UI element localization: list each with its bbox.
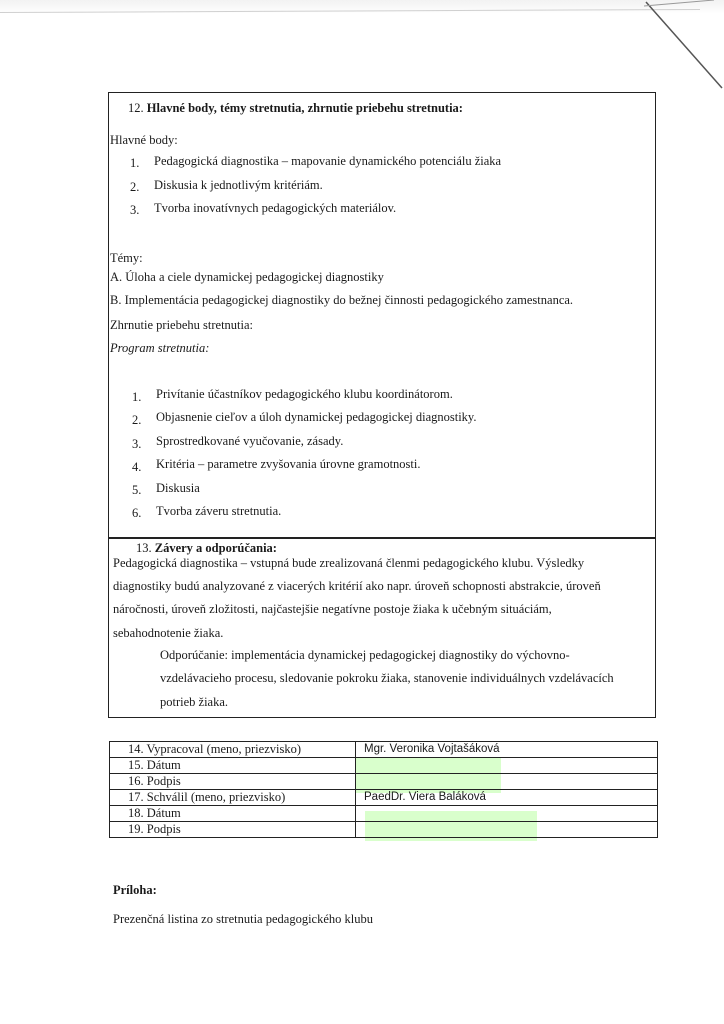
list-item: 2. [130, 180, 140, 194]
list-item: 1. [132, 390, 142, 404]
conclusion-line: náročnosti, úroveň zložitosti, najčastejšie negatívne postoje žiaka k učebným situáciám, [113, 602, 552, 616]
table-cell-label: 15. Dátum [110, 758, 356, 774]
list-item: 4. [132, 460, 142, 474]
list-item: 3. [132, 437, 142, 451]
table-cell-value [356, 774, 658, 790]
list-item-text: Diskusia k jednotlivým kritériám. [154, 178, 323, 192]
attachment-text: Prezenčná listina zo stretnutia pedagogického klubu [113, 912, 373, 926]
table-cell-label: 17. Schválil (meno, priezvisko) [110, 790, 356, 806]
list-item: 2. [132, 413, 142, 427]
section-12-heading: 12. Hlavné body, témy stretnutia, zhrnutie priebehu stretnutia: [128, 101, 463, 115]
theme-item: B. Implementácia pedagogickej diagnostiky do bežnej činnosti pedagogického zamestnanca. [110, 293, 574, 307]
list-item-text: Tvorba inovatívnych pedagogických materiálov. [154, 201, 397, 215]
attachment-label: Príloha: [113, 883, 157, 897]
list-item: 6. [132, 506, 142, 520]
section-13-heading: 13. Závery a odporúčania: [136, 541, 277, 555]
list-item: 3. [130, 203, 140, 217]
conclusion-line: Pedagogická diagnostika – vstupná bude zrealizovaná členmi pedagogického klubu. Výsledky [113, 556, 585, 570]
list-item-text: Privítanie účastníkov pedagogického klubu koordinátorom. [156, 387, 453, 401]
table-cell-label: 19. Podpis [110, 822, 356, 838]
list-item-text: Kritéria – parametre zvyšovania úrovne gramotnosti. [156, 457, 421, 471]
signature-table [109, 741, 658, 838]
table-cell-value [356, 758, 658, 774]
list-item: 5. [132, 483, 142, 497]
table-cell-value: PaedDr. Viera Baláková [356, 790, 658, 806]
table-row [110, 742, 658, 758]
list-item-text: Diskusia [156, 481, 200, 495]
list-item: 1. [130, 156, 140, 170]
table-cell-label: 18. Dátum [110, 806, 356, 822]
table-cell-label: 16. Podpis [110, 774, 356, 790]
table-row [110, 774, 658, 790]
list-item-text: Sprostredkované vyučovanie, zásady. [156, 434, 344, 448]
table-row [110, 758, 658, 774]
list-item-text: Tvorba záveru stretnutia. [156, 504, 282, 518]
table-row [110, 822, 658, 838]
table-row [110, 790, 658, 806]
conclusion-line: diagnostiky budú analyzované z viacerých kritérií ako napr. úroveň schopnosti abstrakcie, úroveň [113, 579, 601, 593]
recommendation-line: vzdelávacieho procesu, sledovanie pokroku žiaka, stanovenie individuálnych vzdelávacích [160, 671, 614, 685]
program-label: Program stretnutia: [110, 341, 210, 355]
conclusion-line: sebahodnotenie žiaka. [113, 626, 224, 640]
recommendation-line: potrieb žiaka. [160, 695, 229, 709]
theme-item: A. Úloha a ciele dynamickej pedagogickej diagnostiky [110, 270, 384, 284]
table-cell-value [356, 822, 658, 838]
summary-label: Zhrnutie priebehu stretnutia: [110, 318, 254, 332]
table-cell-value: Mgr. Veronika Vojtašáková [356, 742, 658, 758]
table-row [110, 806, 658, 822]
main-points-label: Hlavné body: [110, 133, 178, 147]
list-item-text: Pedagogická diagnostika – mapovanie dynamického potenciálu žiaka [154, 154, 502, 168]
table-cell-label: 14. Vypracoval (meno, priezvisko) [110, 742, 356, 758]
themes-label: Témy: [110, 251, 143, 265]
recommendation-line: Odporúčanie: implementácia dynamickej pedagogickej diagnostiky do výchovno- [160, 648, 570, 662]
list-item-text: Objasnenie cieľov a úloh dynamickej pedagogickej diagnostiky. [156, 410, 477, 424]
table-cell-value [356, 806, 658, 822]
page-corner-fold [644, 0, 724, 90]
